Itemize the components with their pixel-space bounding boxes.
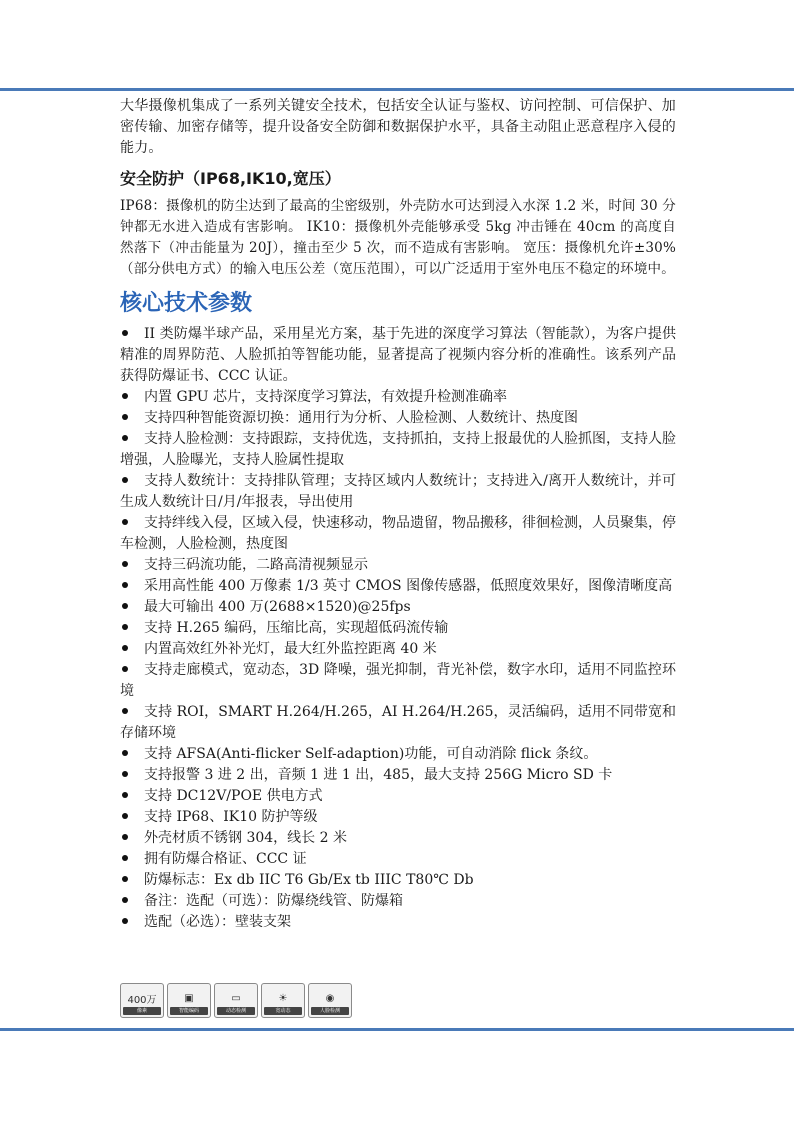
bullet-icon: [122, 414, 128, 420]
list-item-text: 最大可输出 400 万(2688×1520)@25fps: [144, 599, 411, 615]
list-item: [120, 555, 676, 576]
face-icon: ◉: [325, 992, 335, 1004]
list-item: [120, 387, 676, 408]
list-item-text: 支持人脸检测：支持跟踪，支持优选，支持抓拍，支持上报最优的人脸抓图，支持人脸增强，人脸曝光，支持人脸属性提取: [120, 431, 676, 468]
bullet-icon: [122, 834, 128, 840]
list-item-text: II 类防爆半球产品，采用星光方案，基于先进的深度学习算法（智能款），为客户提供精准的周界防范、人脸抓拍等智能功能，显著提高了视频内容分析的准确性。该系列产品获得防爆证书、CCC 认证。: [120, 326, 676, 384]
bullet-icon: [122, 813, 128, 819]
feature-badge: [308, 983, 352, 1018]
list-item: [120, 618, 676, 639]
feature-badge-caption: 人脸检测: [311, 1007, 349, 1015]
bullet-icon: [122, 855, 128, 861]
bullet-icon: [122, 603, 128, 609]
feature-badge: [214, 983, 258, 1018]
feature-badge-caption: 宽动态: [264, 1007, 302, 1015]
bullet-icon: [122, 771, 128, 777]
feature-badge: [167, 983, 211, 1018]
protection-heading: 安全防护（IP68,IK10,宽压）: [120, 169, 341, 188]
list-item: [120, 828, 676, 849]
list-item: [120, 744, 676, 765]
bullet-icon: [122, 666, 128, 672]
list-item-text: 支持走廊模式，宽动态，3D 降噪，强光抑制，背光补偿，数字水印，适用不同监控环境: [120, 662, 676, 699]
list-item-text: 支持四种智能资源切换：通用行为分析、人脸检测、人数统计、热度图: [144, 410, 578, 426]
list-item-text: 支持人数统计：支持排队管理；支持区域内人数统计；支持进入/离开人数统计，并可生成人数统计日/月/年报表，导出使用: [120, 473, 676, 510]
feature-badge: [120, 983, 164, 1018]
feature-badge: [261, 983, 305, 1018]
monitor-icon: ▭: [231, 992, 241, 1004]
list-item-text: 备注：选配（可选）：防爆绕线管、防爆箱: [144, 893, 403, 909]
list-item: [120, 597, 676, 618]
list-item-text: 支持报警 3 进 2 出，音频 1 进 1 出，485，最大支持 256G Micro SD 卡: [144, 767, 613, 783]
list-item-text: 支持 ROI，SMART H.264/H.265，AI H.264/H.265，灵活编码，适用不同带宽和存储环境: [120, 704, 676, 741]
bullet-icon: [122, 561, 128, 567]
list-item: [120, 324, 676, 387]
list-item-text: 防爆标志：Ex db IIC T6 Gb/Ex tb IIIC T80℃ Db: [144, 872, 474, 888]
bullet-icon: [122, 519, 128, 525]
list-item: [120, 786, 676, 807]
list-item: [120, 471, 676, 513]
bullet-icon: [122, 876, 128, 882]
list-item-text: 外壳材质不锈钢 304，线长 2 米: [144, 830, 347, 846]
list-item: [120, 639, 676, 660]
wdr-icon: ☀: [278, 992, 288, 1004]
list-item-text: 采用高性能 400 万像素 1/3 英寸 CMOS 图像传感器，低照度效果好，图像清晰度高: [144, 578, 673, 594]
bullet-icon: [122, 645, 128, 651]
list-item: [120, 912, 676, 933]
list-item: [120, 807, 676, 828]
chip-icon: ▣: [184, 992, 194, 1004]
list-item-text: 内置高效红外补光灯，最大红外监控距离 40 米: [144, 641, 437, 657]
bullet-icon: [122, 918, 128, 924]
list-item-text: 内置 GPU 芯片，支持深度学习算法，有效提升检测准确率: [144, 389, 508, 405]
bullet-icon: [122, 792, 128, 798]
bullet-icon: [122, 393, 128, 399]
bullet-icon: [122, 330, 128, 336]
intro-paragraph: 大华摄像机集成了一系列关键安全技术，包括安全认证与鉴权、访问控制、可信保护、加密传输、加密存储等，提升设备安全防御和数据保护水平，具备主动阻止恶意程序入侵的能力。: [120, 98, 676, 156]
protection-paragraph: IP68：摄像机的防尘达到了最高的尘密级别，外壳防水可达到浸入水深 1.2 米，时间 30 分钟都无水进入造成有害影响。 IK10：摄像机外壳能够承受 5kg 冲击锤在 40cm 的高度自然落下（冲击能量为 20J），撞击至少 5 次，而不造成有害影响。 宽压：摄像机允许±30%（部分供电方式）的输入电压公差（宽压范围），可以广泛适用于室外电压不稳定的环境中。: [120, 198, 676, 277]
feature-badges: [120, 983, 352, 1018]
list-item: [120, 849, 676, 870]
list-item: [120, 660, 676, 702]
footer-rule: [0, 1028, 794, 1031]
list-item-text: 支持 H.265 编码，压缩比高，实现超低码流传输: [144, 620, 449, 636]
list-item: [120, 870, 676, 891]
list-item-text: 支持绊线入侵，区域入侵，快速移动，物品遗留，物品搬移，徘徊检测，人员聚集，停车检测，人脸检测，热度图: [120, 515, 676, 552]
list-item: [120, 429, 676, 471]
list-item: [120, 765, 676, 786]
feature-badge-caption: 像素: [123, 1007, 161, 1015]
list-item-text: 选配（必选）：壁装支架: [144, 914, 291, 930]
list-item: [120, 702, 676, 744]
list-item-text: 支持 DC12V/POE 供电方式: [144, 788, 323, 804]
bullet-icon: [122, 582, 128, 588]
document-body: [120, 96, 676, 933]
feature-badge-caption: 动态检测: [217, 1007, 255, 1015]
list-item: [120, 408, 676, 429]
bullet-icon: [122, 624, 128, 630]
spec-list: [120, 324, 676, 933]
list-item-text: 支持三码流功能，二路高清视频显示: [144, 557, 368, 573]
list-item-text: 支持 AFSA(Anti-flicker Self-adaption)功能，可自动消除 flick 条纹。: [144, 746, 598, 762]
list-item-text: 支持 IP68、IK10 防护等级: [144, 809, 318, 825]
resolution-icon: 400万: [127, 994, 157, 1006]
bullet-icon: [122, 435, 128, 441]
list-item-text: 拥有防爆合格证、CCC 证: [144, 851, 307, 867]
list-item: [120, 891, 676, 912]
bullet-icon: [122, 477, 128, 483]
bullet-icon: [122, 708, 128, 714]
list-item: [120, 513, 676, 555]
header-rule: [0, 88, 794, 91]
bullet-icon: [122, 897, 128, 903]
feature-badge-caption: 智能编码: [170, 1007, 208, 1015]
specs-heading: 核心技术参数: [120, 291, 253, 316]
bullet-icon: [122, 750, 128, 756]
list-item: [120, 576, 676, 597]
